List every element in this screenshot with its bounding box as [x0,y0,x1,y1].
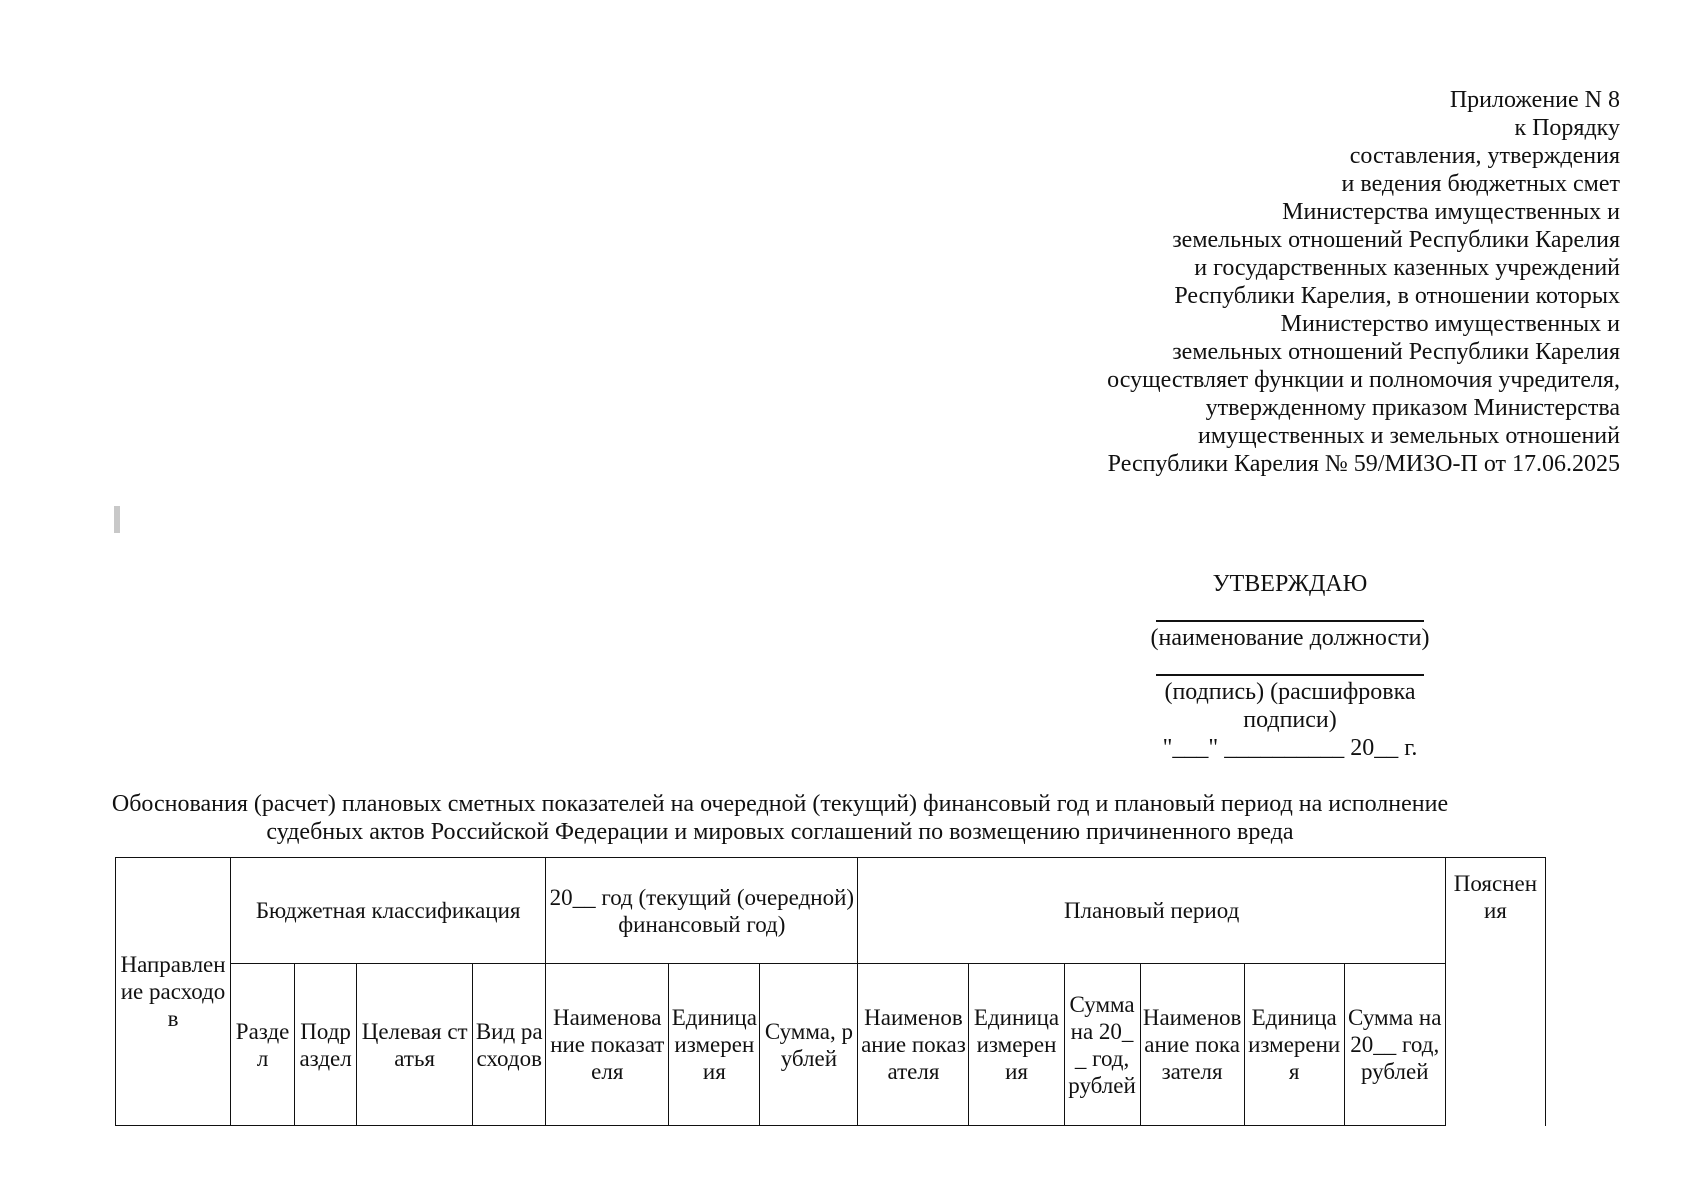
col-current-unit: Единица измерения [669,964,760,1126]
col-current-indicator: Наименование показателя [546,964,669,1126]
appendix-line: Республики Карелия, в отношении которых [1174,283,1620,309]
col-plan2-indicator: Наименование показателя [1140,964,1244,1126]
group-current-year: 20__ год (текущий (очередной) финансовый год) [546,858,858,964]
appendix-line: составления, утверждения [1349,143,1620,169]
position-signature-line [1156,620,1424,622]
col-direction: Направление расходов [116,858,231,1126]
col-subsection: Подраздел [295,964,357,1126]
table-subheader-row [116,964,1546,1126]
approval-heading: УТВЕРЖДАЮ [1212,571,1368,597]
appendix-line: Министерства имущественных и [1282,199,1620,225]
appendix-line: Министерство имущественных и [1280,311,1620,337]
appendix-line: и государственных казенных учреждений [1194,255,1620,281]
col-notes: Пояснения [1445,858,1545,1126]
appendix-line: имущественных и земельных отношений [1198,423,1620,449]
col-plan2-sum: Сумма на 20__ год, рублей [1344,964,1445,1126]
col-target-article: Целевая статья [357,964,473,1126]
appendix-line: осуществляет функции и полномочия учредителя, [1107,367,1620,393]
appendix-line: к Порядку [1514,115,1620,141]
appendix-block [1107,86,1620,478]
col-plan2-unit: Единица измерения [1244,964,1344,1126]
col-expense-type: Вид расходов [473,964,546,1126]
calculation-table [115,857,1546,1126]
group-plan-period: Плановый период [858,858,1445,964]
col-plan1-indicator: Наименование показателя [858,964,969,1126]
margin-marker [114,506,120,533]
col-section: Раздел [231,964,295,1126]
appendix-line: и ведения бюджетных смет [1341,171,1620,197]
appendix-line: Республики Карелия № 59/МИЗО-П от 17.06.2025 [1107,451,1620,477]
appendix-line: утвержденному приказом Министерства [1205,395,1620,421]
appendix-line: земельных отношений Республики Карелия [1172,227,1620,253]
col-current-sum: Сумма, рублей [760,964,858,1126]
signature-caption: (подпись) (расшифровка подписи) [1164,679,1416,733]
col-plan1-sum: Сумма на 20__ год, рублей [1064,964,1140,1126]
col-plan1-unit: Единица измерения [969,964,1064,1126]
group-budget-classification: Бюджетная классификация [231,858,546,964]
approval-block [1135,570,1445,762]
table-header-row [116,858,1546,964]
appendix-line: земельных отношений Республики Карелия [1172,339,1620,365]
approval-date-line: "___" __________ 20__ г. [1162,735,1418,761]
document-title: Обоснования (расчет) плановых сметных показателей на очередной (текущий) финансовый год и плановый период на исполнение судебных актов Российской Федерации и мировых соглашений по возмещению причиненного вреда [111,791,1449,845]
position-caption: (наименование должности) [1150,625,1430,651]
appendix-line: Приложение N 8 [1449,87,1620,113]
signature-line [1156,674,1424,676]
